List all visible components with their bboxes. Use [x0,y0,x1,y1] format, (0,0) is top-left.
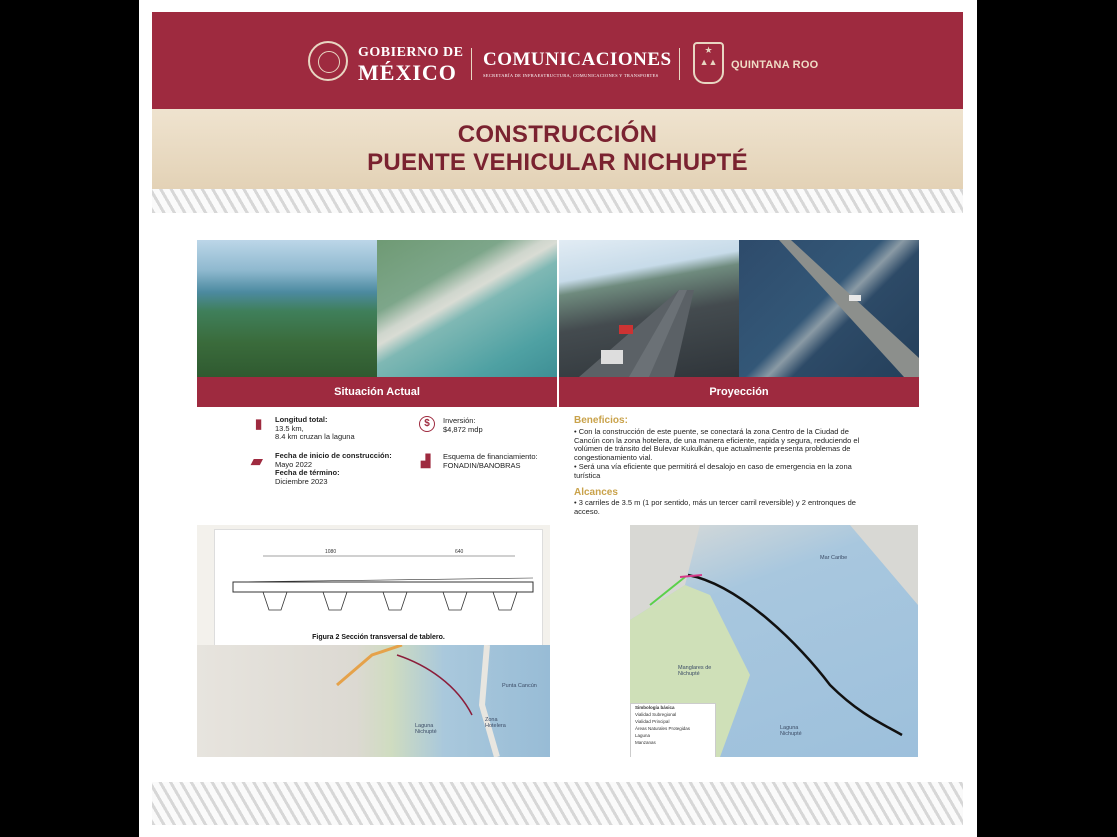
route-map [630,525,918,757]
map-legend [630,703,716,757]
header-divider [471,48,472,80]
title-line2: PUENTE VEHICULAR NICHUPTÉ [367,149,748,176]
title-line1: CONSTRUCCIÓN [457,121,658,148]
location-map [197,645,550,757]
benefits-heading: Beneficios: [574,415,628,426]
end-value: Diciembre 2023 [275,476,328,486]
investment-label: Inversión: [443,416,476,425]
benefit-text: Con la construcción de este puente, se conectará la zona Centro de la Ciudad de Cancún con la zona hotelera, de una manera eficiente, rapida y segura, reduciendo el volúmen de tránsito del Bulevar Kukulkán, que actualmente presenta problemas de congestionamiento vial. [574,427,860,462]
calendar-icon: ▰ [251,453,263,470]
start-label: Fecha de inicio de construcción: [275,451,392,460]
map1-zona-label: Zona Hotelera [485,717,506,729]
start-value: Mayo 2022 [275,459,313,469]
quintana-roo-crest-icon: ★ ▲▲ [693,42,724,84]
scope-text: 3 carriles de 3.5 m (1 por sentido, más un tercer carril reversible) y 2 entronques de acceso. [574,498,856,516]
length-label: Longitud total: [275,415,328,424]
investment-value: $4,872 mdp [443,424,483,434]
legend-item: Áreas Naturales Protegidas [635,726,691,731]
scope-item: • 3 carriles de 3.5 m (1 por sentido, más un tercer carril reversible) y 2 entronques de acceso. [574,498,856,516]
financing-label: Esquema de financiamiento: [443,452,538,461]
financing-block [443,453,538,470]
decorative-pattern-bottom [152,782,963,825]
financing-value: FONADIN/BANOBRAS [443,460,521,470]
gobierno-logo [358,46,463,84]
investment-block [443,417,483,434]
mexico-seal-icon [308,41,348,81]
agency-subtitle: SECRETARÍA DE INFRAESTRUCTURA, COMUNICACIONES Y TRANSPORTES [483,73,659,78]
figure-caption: Figura 2 Sección transversal de tablero. [312,634,445,641]
legend-item: Vialidad Subregional [635,712,677,717]
state-name: QUINTANA ROO [731,59,819,71]
gov-line1: GOBIERNO DE [358,45,464,60]
benefit-text: Será una vía eficiente que permitirá el desalojo en caso de emergencia en la zona turística [574,462,852,480]
end-label: Fecha de término: [275,468,340,477]
map1-punta-label: Punta Cancún [502,683,537,689]
header-band [152,12,963,109]
deck-section-graphic [215,530,542,634]
poster-sheet [139,0,977,837]
agency-name: COMUNICACIONES [483,49,672,70]
gov-line2: MÉXICO [358,60,457,85]
legend-item: Vialidad Principal [635,719,670,724]
road-length-icon: ▮ [255,416,263,431]
map2-laguna-label: Laguna Nichupté [780,725,802,737]
length-value1: 13.5 km, [275,423,304,433]
scope-heading: Alcances [574,487,618,498]
decorative-pattern-top [152,189,963,213]
benefit-item: • Será una vía eficiente que permitirá el desalojo en caso de emergencia en la zona turística [574,462,852,480]
bridge-lagoon-graphic [739,240,919,377]
map2-manglares-label: Manglares de Nichupté [678,665,712,677]
title-box [152,109,963,189]
photo-lagoon-aerial [197,240,377,377]
dim-1080: 1080 [325,549,337,555]
map1-route-graphic [197,645,550,757]
money-icon: $ [419,416,435,432]
bridge-road-graphic [559,240,739,377]
cross-section-drawing [214,529,543,647]
map1-laguna-label: Laguna Nichupté [415,723,437,735]
length-value2: 8.4 km cruzan la laguna [275,432,355,441]
render-bridge-lagoon [739,240,919,377]
render-bridge-road [559,240,739,377]
header-logos [152,12,963,109]
header-divider [679,48,680,80]
length-block [275,416,355,442]
legend-item: Laguna [635,733,651,738]
photo-lagoon-shore [377,240,557,377]
dim-640: 640 [455,549,464,555]
cross-section-panel [197,525,550,757]
dates-block [275,452,392,486]
caption-projection: Proyección [559,377,919,407]
legend-item: Manzanas [635,740,656,745]
map2-sea-label: Mar Caribe [820,555,848,561]
comunicaciones-logo [483,50,672,78]
caption-current-situation: Situación Actual [197,377,557,407]
financing-chart-icon: ▟ [421,454,431,468]
legend-title: Simbología básica [635,705,675,710]
benefit-item: • Con la construcción de este puente, se conectará la zona Centro de la Ciudad de Cancún con la zona hotelera, de una manera eficiente, rapida y segura, reduciendo el volúmen de tránsito del Bulevar Kukulkán, que actualmente presenta problemas de congestionamiento vial. [574,427,860,462]
